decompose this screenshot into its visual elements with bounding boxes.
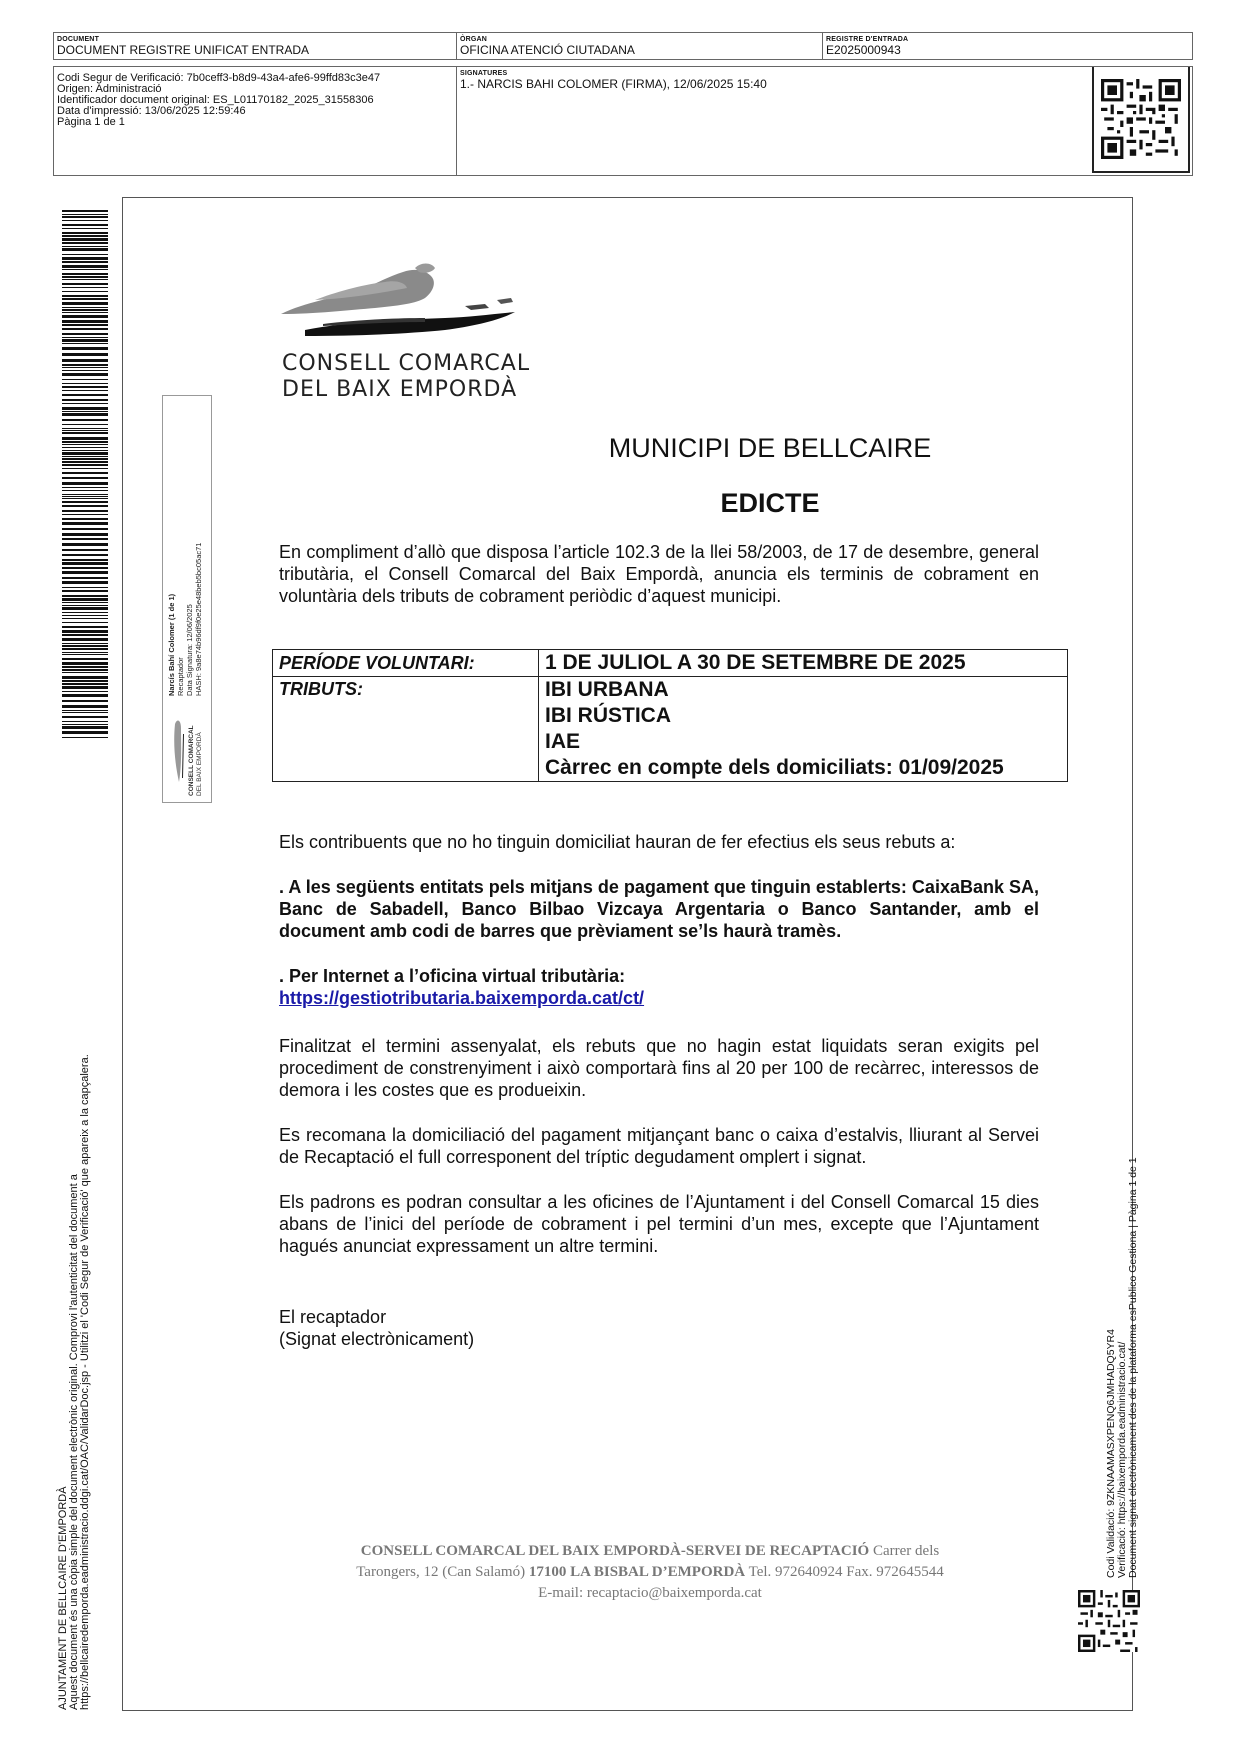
- meta-block: [57, 73, 380, 128]
- table-row: [273, 650, 1068, 677]
- registre-caption: REGISTRE D'ENTRADA: [826, 36, 909, 43]
- body-paragraph: Es recomana la domiciliació del pagament mitjançant banc o caixa d’estalvis, lliurant al Servei de Recaptació el full corresponent del tríptic degudament omplert i signat.: [279, 1125, 1039, 1167]
- signatures-caption: SIGNATURES: [460, 70, 508, 77]
- header-qr-frame: [1092, 67, 1190, 173]
- tribut-item: IBI RÚSTICA: [545, 704, 671, 727]
- stamp-line: Recaptador: [176, 657, 185, 696]
- stamp-logo-icon: [169, 714, 185, 784]
- qr-code-icon: [1101, 79, 1181, 159]
- body-paragraph: Els contribuents que no ho tinguin domiciliat hauran de fer efectius els seus rebuts a:: [279, 832, 956, 852]
- organ-cell: [460, 36, 635, 57]
- register-meta-row: [53, 66, 1193, 176]
- logo-line-1: CONSELL COMARCAL: [282, 351, 531, 376]
- meta-line: Identificador document original: ES_L01170182_2025_31558306: [57, 94, 374, 106]
- signer-role: El recaptador: [279, 1307, 387, 1327]
- period-label: PERÍODE VOLUNTARI:: [273, 650, 539, 677]
- tributs-label: TRIBUTS:: [273, 677, 539, 782]
- right-side-verification-text: [1106, 1157, 1139, 1578]
- organ-caption: ÒRGAN: [460, 36, 488, 43]
- municipality-heading: MUNICIPI DE BELLCAIRE: [608, 433, 932, 463]
- consell-logo-icon: [275, 262, 520, 352]
- body-paragraph: Els padrons es podran consultar a les oficines de l’Ajuntament i del Consell Comarcal 15 dies abans de l’inici del període de cobrament i pel termini d’un mes, excepte que l’Ajuntament hagués anunciat expressament un altre termini.: [279, 1192, 1039, 1256]
- footer-city: 17100 LA BISBAL D’EMPORDÀ: [528, 1564, 746, 1580]
- stamp-line: Narcís Bahí Colomer (1 de 1): [167, 593, 176, 696]
- meta-line: Pàgina 1 de 1: [57, 116, 125, 128]
- footer-address-2: Tarongers, 12 (Can Salamó): [356, 1564, 529, 1580]
- period-value: 1 DE JULIOL A 30 DE SETEMBRE DE 2025: [539, 650, 1068, 677]
- signature-line: 1.- NARCIS BAHI COLOMER (FIRMA), 12/06/2025 15:40: [460, 77, 767, 91]
- stamp-text: [167, 543, 203, 696]
- body-paragraph: Finalitzat el termini assenyalat, els rebuts que no hagin estat liquidats seran exigits pel procediment de constrenyiment i això comportarà fins al 20 per 100 de recàrrec, interessos de demora i les costes que es produeixin.: [279, 1036, 1039, 1100]
- left-side-line: Aquest document és una còpia simple del document electrònic original. Comprovi l'autenticitat del document a: [68, 1174, 80, 1710]
- tributes-table: [272, 649, 1068, 782]
- footer-address-1: Carrer dels: [869, 1543, 940, 1559]
- meta-line: Origen: Administració: [57, 83, 162, 95]
- registre-value: E2025000943: [826, 43, 901, 57]
- document-caption: DOCUMENT: [57, 36, 100, 43]
- meta-line: Data d'impressió: 13/06/2025 12:59:46: [57, 105, 246, 117]
- payment-entities-paragraph: . A les següents entitats pels mitjans de pagament que tinguin establerts: CaixaBank SA, Banc de Sabadell, Banco Bilbao Vizcaya Argentaria o Banco Santander, amb el document amb codi de barres que prèviament se’ls haurà tramès.: [279, 877, 1039, 941]
- footer-email: E-mail: recaptacio@baixemporda.cat: [538, 1585, 762, 1601]
- tribut-item: IBI URBANA: [545, 678, 669, 701]
- logo-line-2: DEL BAIX EMPORDÀ: [282, 377, 518, 402]
- divider: [456, 33, 457, 59]
- tribut-item: IAE: [545, 730, 581, 753]
- meta-line: Codi Segur de Verificació: 7b0ceff3-b8d9-43a4-afe6-99ffd83c3e47: [57, 72, 381, 84]
- stamp-logo-line: DEL BAIX EMPORDÀ: [196, 732, 203, 796]
- divider: [822, 33, 823, 59]
- stamp-line: HASH: 9a8e74b96df9f0e25e48beb5bc05ac71: [194, 542, 203, 696]
- signatures-cell: [460, 70, 767, 91]
- right-side-line: Verificació: https://baixemporda.eadministracio.cat/: [1116, 1341, 1128, 1578]
- left-side-line: AJUNTAMENT DE BELLCAIRE D'EMPORDÀ: [57, 1486, 69, 1710]
- stamp-logo-line: CONSELL COMARCAL: [188, 725, 195, 796]
- right-side-line: Document signat electrònicament des de la plataforma esPublico Gestiona | Pàgina 1 de 1: [1127, 1157, 1139, 1578]
- page-title: EDICTE: [720, 488, 820, 518]
- table-row: [273, 677, 1068, 782]
- barcode-icon: [62, 210, 108, 740]
- left-side-line: https://bellcairedemporda.eadministracio.ddgi.cat/OAC/ValidarDoc.jsp - Utilitzi el 'Codi Segur de Verificació' que apareix a la capçalera.: [79, 1054, 91, 1710]
- document-value: DOCUMENT REGISTRE UNIFICAT ENTRADA: [57, 43, 310, 57]
- tributs-list: [539, 677, 1068, 782]
- internet-paragraph: . Per Internet a l’oficina virtual tributària:: [279, 966, 626, 986]
- right-side-line: Codi Validació: 9ZKNAAMASXPENQ6JMHADQ5YR4: [1105, 1329, 1117, 1578]
- signer-note: (Signat electrònicament): [279, 1329, 475, 1349]
- intro-paragraph: En compliment d’allò que disposa l’article 102.3 de la llei 58/2003, de 17 de desembre, general tributària, el Consell Comarcal del Baix Empordà, anuncia els terminis de cobrament en voluntària dels tributs de cobrament periòdic d’aquest municipi.: [279, 542, 1039, 606]
- document-cell: [57, 36, 309, 57]
- registre-cell: [826, 36, 908, 57]
- divider: [456, 67, 457, 175]
- page-footer: [280, 1541, 1020, 1604]
- footer-phone: Tel. 972640924 Fax. 972645544: [745, 1564, 944, 1580]
- register-header-row: [53, 32, 1193, 60]
- left-side-legal-text: [58, 1054, 91, 1710]
- virtual-office-link[interactable]: https://gestiotributaria.baixemporda.cat/ct/: [279, 988, 645, 1008]
- verification-qr-icon: [1078, 1590, 1140, 1652]
- stamp-logo-text: [188, 725, 204, 796]
- organ-value: OFICINA ATENCIÓ CIUTADANA: [460, 43, 635, 57]
- stamp-line: Data Signatura: 12/06/2025: [185, 604, 194, 696]
- tribut-item: Càrrec en compte dels domiciliats: 01/09/2025: [545, 756, 1004, 779]
- footer-org: CONSELL COMARCAL DEL BAIX EMPORDÀ-SERVEI DE RECAPTACIÓ: [360, 1543, 870, 1559]
- page-frame: [122, 197, 1133, 1711]
